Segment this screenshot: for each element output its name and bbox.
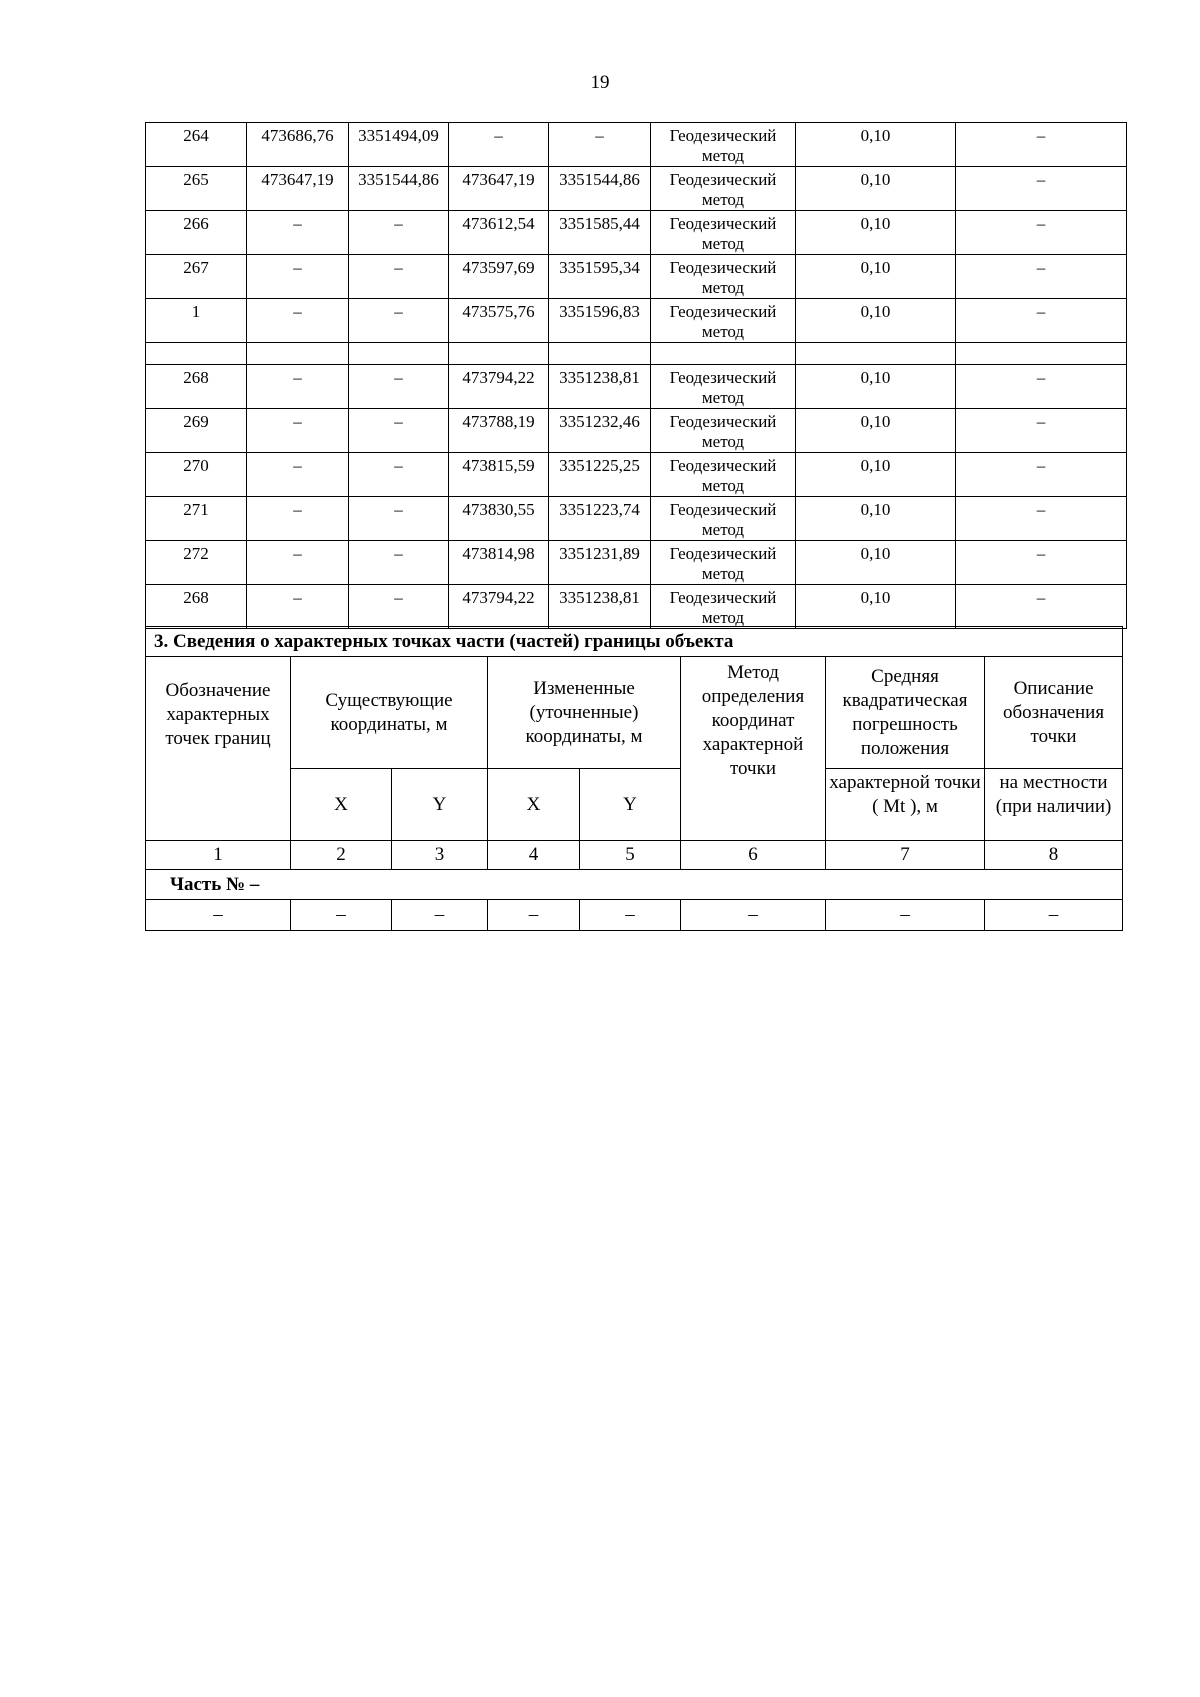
dash-cell: –	[291, 900, 392, 931]
cell-existing-y: 3351494,09	[349, 123, 449, 167]
cell-mt-error: 0,10	[796, 585, 956, 629]
header-desc-bottom: на местности (при наличии)	[985, 769, 1123, 841]
part-label: Часть № –	[146, 870, 1123, 900]
coordinates-table	[145, 122, 1127, 629]
dash-cell: –	[681, 900, 826, 931]
column-number: 2	[291, 841, 392, 870]
cell-point-number	[146, 343, 247, 365]
cell-method: Геодезический метод	[651, 541, 796, 585]
table-row	[146, 365, 1127, 409]
column-number: 6	[681, 841, 826, 870]
part-dash-row	[146, 900, 1123, 931]
table-row	[146, 299, 1127, 343]
cell-point-description: –	[956, 453, 1127, 497]
dash-cell: –	[826, 900, 985, 931]
cell-point-number: 264	[146, 123, 247, 167]
column-number: 1	[146, 841, 291, 870]
page-number: 19	[590, 72, 610, 93]
table-row	[146, 497, 1127, 541]
cell-existing-x: –	[247, 453, 349, 497]
cell-existing-y: –	[349, 299, 449, 343]
cell-point-description: –	[956, 365, 1127, 409]
cell-point-number: 268	[146, 365, 247, 409]
cell-point-number: 270	[146, 453, 247, 497]
cell-point-number: 269	[146, 409, 247, 453]
cell-existing-x: –	[247, 255, 349, 299]
cell-point-description: –	[956, 299, 1127, 343]
cell-existing-y: –	[349, 541, 449, 585]
cell-changed-y: 3351544,86	[549, 167, 651, 211]
cell-mt-error: 0,10	[796, 211, 956, 255]
header-existing-coords: Существующие координаты, м	[291, 657, 488, 769]
cell-changed-y: 3351596,83	[549, 299, 651, 343]
header-existing-x: X	[291, 769, 392, 841]
cell-point-number: 265	[146, 167, 247, 211]
cell-mt-error: 0,10	[796, 497, 956, 541]
cell-changed-x: 473814,98	[449, 541, 549, 585]
cell-method: Геодезический метод	[651, 497, 796, 541]
cell-existing-x: –	[247, 409, 349, 453]
cell-point-number: 1	[146, 299, 247, 343]
cell-point-number: 272	[146, 541, 247, 585]
cell-point-description: –	[956, 255, 1127, 299]
table-row	[146, 541, 1127, 585]
header-changed-y: Y	[580, 769, 681, 841]
header-method: Метод определения координат характерной точки	[681, 657, 826, 841]
cell-point-description: –	[956, 409, 1127, 453]
cell-existing-y: 3351544,86	[349, 167, 449, 211]
cell-existing-y: –	[349, 409, 449, 453]
cell-existing-y: –	[349, 585, 449, 629]
cell-changed-x: 473788,19	[449, 409, 549, 453]
cell-method: Геодезический метод	[651, 453, 796, 497]
cell-mt-error: 0,10	[796, 299, 956, 343]
cell-mt-error: 0,10	[796, 365, 956, 409]
cell-point-number: 266	[146, 211, 247, 255]
column-number: 4	[488, 841, 580, 870]
cell-method: Геодезический метод	[651, 299, 796, 343]
cell-changed-y	[549, 343, 651, 365]
cell-changed-y: 3351232,46	[549, 409, 651, 453]
cell-method: Геодезический метод	[651, 255, 796, 299]
cell-changed-y: 3351595,34	[549, 255, 651, 299]
cell-method: Геодезический метод	[651, 365, 796, 409]
column-number: 5	[580, 841, 681, 870]
cell-changed-x	[449, 343, 549, 365]
dash-cell: –	[985, 900, 1123, 931]
header-designation: Обозначение характерных точек границ	[146, 657, 291, 841]
column-numbers-row	[146, 841, 1123, 870]
cell-mt-error	[796, 343, 956, 365]
header-error-top: Средняя квадратическая погрешность положения	[826, 657, 985, 769]
cell-method	[651, 343, 796, 365]
table-row	[146, 211, 1127, 255]
cell-changed-x: –	[449, 123, 549, 167]
table-row	[146, 123, 1127, 167]
dash-cell: –	[146, 900, 291, 931]
header-existing-y: Y	[392, 769, 488, 841]
cell-point-description: –	[956, 585, 1127, 629]
cell-mt-error: 0,10	[796, 453, 956, 497]
cell-point-description	[956, 343, 1127, 365]
cell-existing-y: –	[349, 255, 449, 299]
cell-changed-y: 3351231,89	[549, 541, 651, 585]
column-number: 3	[392, 841, 488, 870]
dash-cell: –	[392, 900, 488, 931]
cell-existing-y: –	[349, 211, 449, 255]
cell-existing-x: –	[247, 365, 349, 409]
column-number: 8	[985, 841, 1123, 870]
cell-changed-x: 473612,54	[449, 211, 549, 255]
cell-existing-x: –	[247, 211, 349, 255]
cell-changed-x: 473597,69	[449, 255, 549, 299]
cell-changed-x: 473794,22	[449, 585, 549, 629]
cell-point-description: –	[956, 497, 1127, 541]
header-changed-x: X	[488, 769, 580, 841]
cell-existing-x: 473647,19	[247, 167, 349, 211]
cell-method: Геодезический метод	[651, 585, 796, 629]
cell-mt-error: 0,10	[796, 123, 956, 167]
dash-cell: –	[488, 900, 580, 931]
header-desc-top: Описание обозначения точки	[985, 657, 1123, 769]
cell-point-number: 268	[146, 585, 247, 629]
cell-existing-x: 473686,76	[247, 123, 349, 167]
cell-existing-x: –	[247, 541, 349, 585]
cell-existing-x: –	[247, 497, 349, 541]
cell-existing-y: –	[349, 497, 449, 541]
cell-existing-y: –	[349, 365, 449, 409]
cell-method: Геодезический метод	[651, 167, 796, 211]
cell-point-number: 267	[146, 255, 247, 299]
cell-point-description: –	[956, 123, 1127, 167]
cell-existing-y	[349, 343, 449, 365]
coordinates-table-body	[146, 123, 1127, 629]
cell-method: Геодезический метод	[651, 211, 796, 255]
column-number: 7	[826, 841, 985, 870]
parts-points-table	[145, 626, 1123, 931]
cell-existing-x: –	[247, 299, 349, 343]
dash-cell: –	[580, 900, 681, 931]
cell-method: Геодезический метод	[651, 123, 796, 167]
cell-changed-y: –	[549, 123, 651, 167]
cell-changed-x: 473647,19	[449, 167, 549, 211]
cell-point-description: –	[956, 167, 1127, 211]
cell-existing-x: –	[247, 585, 349, 629]
cell-mt-error: 0,10	[796, 167, 956, 211]
cell-mt-error: 0,10	[796, 541, 956, 585]
cell-existing-y: –	[349, 453, 449, 497]
cell-point-number: 271	[146, 497, 247, 541]
section-title: 3. Сведения о характерных точках части (частей) границы объекта	[146, 627, 1123, 657]
cell-mt-error: 0,10	[796, 409, 956, 453]
cell-changed-y: 3351223,74	[549, 497, 651, 541]
table-row	[146, 585, 1127, 629]
cell-changed-x: 473815,59	[449, 453, 549, 497]
cell-changed-y: 3351238,81	[549, 365, 651, 409]
cell-changed-y: 3351238,81	[549, 585, 651, 629]
table-row	[146, 453, 1127, 497]
table-row	[146, 343, 1127, 365]
cell-changed-x: 473830,55	[449, 497, 549, 541]
cell-changed-x: 473575,76	[449, 299, 549, 343]
header-changed-coords: Измененные (уточненные) координаты, м	[488, 657, 681, 769]
table-row	[146, 255, 1127, 299]
cell-method: Геодезический метод	[651, 409, 796, 453]
cell-changed-y: 3351585,44	[549, 211, 651, 255]
cell-existing-x	[247, 343, 349, 365]
table-row	[146, 409, 1127, 453]
table-row	[146, 167, 1127, 211]
cell-point-description: –	[956, 211, 1127, 255]
cell-mt-error: 0,10	[796, 255, 956, 299]
cell-changed-x: 473794,22	[449, 365, 549, 409]
cell-changed-y: 3351225,25	[549, 453, 651, 497]
cell-point-description: –	[956, 541, 1127, 585]
header-error-bottom: характерной точки ( Mt ), м	[826, 769, 985, 841]
